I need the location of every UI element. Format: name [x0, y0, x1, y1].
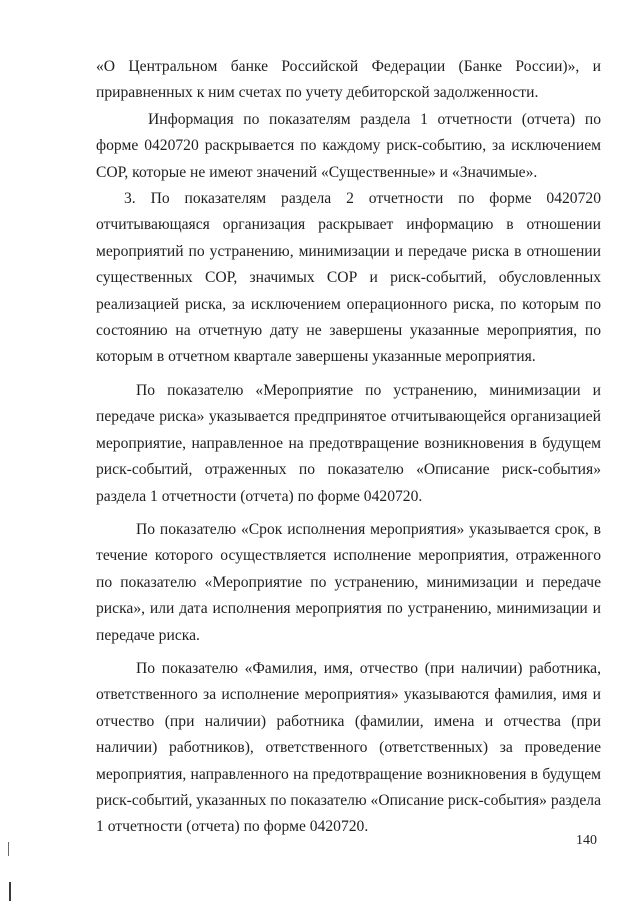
page-number: 140 [576, 833, 597, 848]
paragraph-measure-indicator: По показателю «Мероприятие по устранению, минимизации и передаче риска» указывается предпринятое отчитывающейся организацией мероприятие, направленное на предотвращение возникновения в будущем риск-событий, отраженных по показателю «Описание риск-события» раздела 1 отчетности (отчета) по форме 0420720. [96, 381, 601, 505]
scan-edge-mark [8, 842, 9, 856]
paragraph-continuation: «О Центральном банке Российской Федерации (Банке России)», и приравненных к ним счетах по учету дебиторской задолженности. [96, 58, 601, 102]
document-body [96, 54, 601, 841]
paragraph-section1-info: Информация по показателям раздела 1 отчетности (отчета) по форме 0420720 раскрывается по каждому риск-событию, за исключением СОР, которые не имеют значений «Существенные» и «Значимые». [96, 110, 601, 181]
paragraph-deadline-indicator: По показателю «Срок исполнения мероприятия» указывается срок, в течение которого осуществляется исполнение мероприятия, отраженного по показателю «Мероприятие по устранению, минимизации и передаче риска», или дата исполнения мероприятия по устранению, минимизации и передаче риска. [96, 520, 601, 644]
scan-edge-mark [9, 882, 11, 901]
paragraph-responsible-person-indicator: По показателю «Фамилия, имя, отчество (при наличии) работника, ответственного за исполнение мероприятия» указываются фамилия, имя и отчество (при наличии) работника (фамилии, имена и отчества (при наличии) работников), ответственного (ответственных) за проведение мероприятия, направленного на предотвращение возникновения в будущем риск-событий, указанных по показателю «Описание риск-события» раздела 1 отчетности (отчета) по форме 0420720. [96, 659, 601, 836]
paragraph-section2-intro: 3. По показателям раздела 2 отчетности по форме 0420720 отчитывающаяся организация раскрывает информацию в отношении мероприятий по устранению, минимизации и передаче риска в отношении существенных СОР, значимых СОР и риск-событий, обусловленных реализацией риска, за исключением операционного риска, по которым по состоянию на отчетную дату не завершены указанные мероприятия, по которым в отчетном квартале завершены указанные мероприятия. [96, 190, 601, 366]
